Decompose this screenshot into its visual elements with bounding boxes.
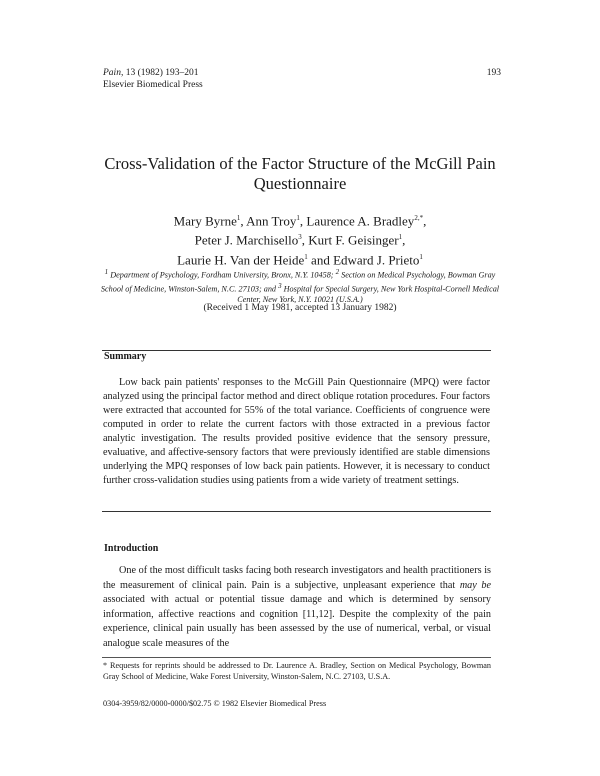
author-name: Laurence A. Bradley (306, 213, 415, 229)
affiliation: Section on Medical Psychology, Bowman Gray School of Medicine, Winston-Salem, N.C. 27103; and (100, 270, 496, 294)
introduction-text (103, 564, 491, 651)
affiliation-marker: 2 (335, 268, 340, 276)
introduction-text-part: associated with actual or potential tissue damage and which is determined by sensory information, affective reactions and cognition [11,12]. Despite the complexity of the pain experience, clinical pain usually has been assessed by the use of numerical, verbal, or visual analogue scale measures of the (103, 594, 491, 649)
journal-issue: 13 (1982) 193–201 (125, 68, 199, 78)
summary-bottom-rule (102, 511, 491, 512)
copyright-line: 0304-3959/82/0000-0000/$02.75 © 1982 Elsevier Biomedical Press (103, 699, 327, 708)
summary-heading: Summary (104, 351, 147, 362)
author-name: Mary Byrne (173, 213, 237, 229)
affiliation: Hospital for Special Surgery, New York Hospital-Cornell Medical Center, New York, N.Y. 10021 (U.S.A.) (237, 284, 500, 305)
author-list: Mary Byrne$^1$, Ann Troy$^1$, Laurence A. Bradley$^{2,*}$, Peter J. Marchisello$^3$, Kurt F. Geisinger$^1$, Laurie H. Van der Heide$^1$ and Edward J. Prieto$^1$ (173, 213, 427, 267)
footnote-rule (102, 657, 491, 658)
author-superscript: 1 (304, 252, 308, 261)
journal-name: Pain, (103, 68, 124, 78)
author-name: Kurt F. Geisinger (308, 232, 399, 248)
author-name: Peter J. Marchisello (194, 232, 299, 248)
affiliation-marker: 1 (104, 268, 109, 276)
author-superscript: 1 (296, 214, 300, 222)
affiliation: Department of Psychology, Fordham University, Bronx, N.Y. 10458; (110, 270, 334, 280)
footnote: * Requests for reprints should be addressed to Dr. Laurence A. Bradley, Section on Medical Psychology, Bowman Gray School of Medicine, Wake Forest University, Winston-Salem, N.C. 27103, U.S.A. (103, 661, 491, 681)
author-superscript: 2,* (414, 214, 424, 222)
author-superscript: 1 (398, 233, 403, 242)
affiliation-marker: 3 (278, 281, 282, 290)
author-superscript: 3 (298, 233, 302, 242)
page-number: 193 (486, 68, 501, 78)
publisher: Elsevier Biomedical Press (103, 80, 203, 90)
summary-top-rule (102, 350, 491, 351)
author-name: Edward J. Prieto (333, 251, 420, 267)
author-name: Ann Troy (246, 213, 297, 229)
author-superscript: 1 (419, 252, 423, 261)
introduction-heading: Introduction (104, 543, 159, 554)
paper-title: Cross-Validation of the Factor Structure of the McGill Pain Questionnaire (104, 154, 496, 193)
introduction-text-part: One of the most difficult tasks facing both research investigators and health practitioners is the measurement of clinical pain. Pain is a subjective, unpleasant experience that (103, 565, 491, 591)
journal-reference (103, 67, 203, 91)
summary-text: Low back pain patients' responses to the McGill Pain Questionnaire (MPQ) were factor analyzed using the principal factor method and direct oblique rotation procedures. Four factors were extracted that accounted for 55% of the total variance. Coefficients of congruence were computed in order to relate the current factors with those extracted in a previous factor analytic investigation. The results provided positive evidence that the sensory pressure, evaluative, and affective-sensory factors that were previously identified are stable dimensions underlying the MPQ responses of low back pain patients. However, it is necessary to conduct further cross-validation studies using patients from a wide variety of treatment settings. (103, 377, 490, 486)
introduction-emphasis: may be (459, 579, 492, 591)
author-name: Laurie H. Van der Heide (177, 251, 305, 267)
received-dates: (Received 1 May 1981, accepted 13 January 1982) (203, 303, 397, 313)
affiliations (100, 267, 500, 305)
author-superscript: 1 (236, 214, 241, 222)
